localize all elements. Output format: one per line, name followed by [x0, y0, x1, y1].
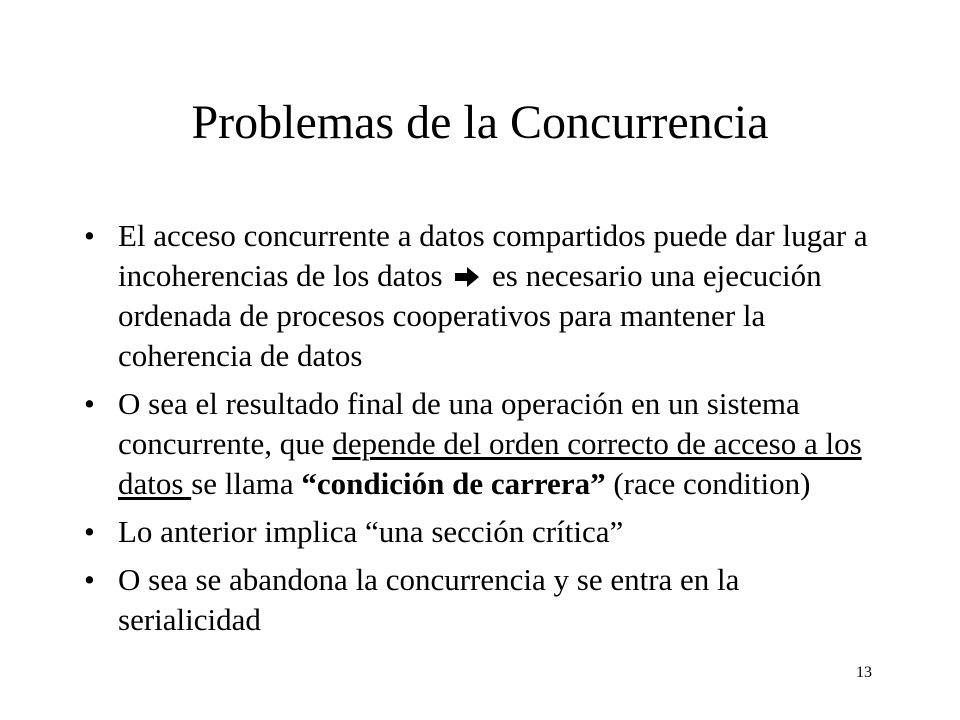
bullet-symbol: • [84, 514, 95, 549]
bullet-symbol: • [84, 218, 95, 253]
slide-title: Problemas de la Concurrencia [191, 96, 769, 149]
right-arrow-icon [454, 266, 480, 288]
bullet-2-part2: se llama [191, 466, 302, 501]
bullet-symbol: • [84, 562, 95, 597]
page-number: 13 [856, 664, 872, 681]
bullet-item-3 [84, 512, 884, 552]
bullet-4-text: O sea se abandona la concurrencia y se entra en la serialicidad [118, 562, 740, 637]
bullet-1-text-before: El acceso concurrente a datos compartidos puede dar lugar a incoherencias de los datos [118, 218, 868, 293]
bullet-1-text-after: es necesario una ejecución ordenada de procesos cooperativos para mantener la coherencia de datos [118, 258, 822, 373]
bullet-item-1 [84, 216, 884, 376]
bullet-item-2 [84, 384, 884, 504]
bullet-item-4 [84, 560, 884, 640]
bullet-symbol: • [84, 386, 95, 421]
bullet-2-part1: O sea el resultado final de una operación en un sistema concurrente, que [118, 386, 800, 461]
bullet-2-underlined: depende del orden correcto de acceso a los datos [118, 426, 862, 501]
bullet-2-bold-term: “condición de carrera” [301, 466, 606, 501]
bullet-2-part3: (race condition) [605, 466, 811, 501]
bullet-3-text: Lo anterior implica “una sección crítica” [118, 514, 624, 549]
bullet-list [84, 216, 884, 648]
